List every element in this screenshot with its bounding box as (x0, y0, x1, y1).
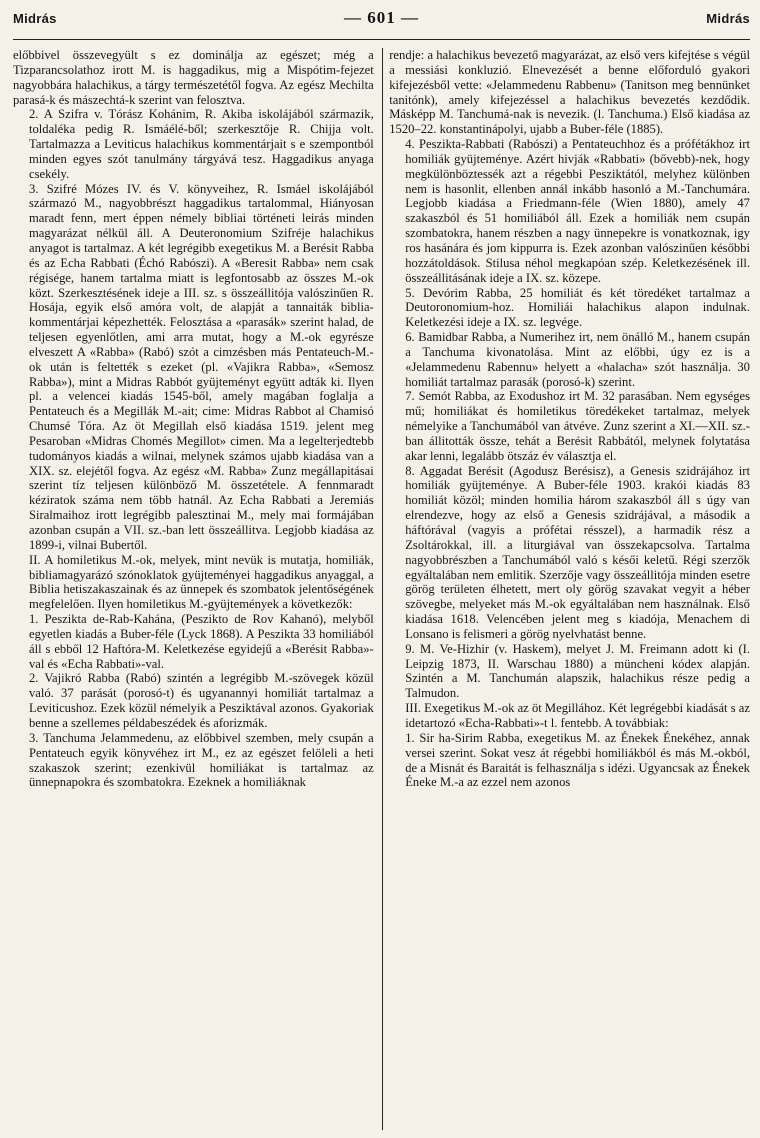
running-header (13, 8, 750, 38)
paragraph: előbbivel összevegyült s ez dominálja az egészet; még a Tizparancsolathoz irott M. is haggadikus, mig a Mispótim-fejezet nagyobbára halachikus, a tárgy természetétől fogva. Az egész Mechilta parasá-k és mászechtá-k szerint van felosztva. (13, 48, 374, 107)
paragraph: 5. Devórim Rabba, 25 homiliát és két töredéket tartalmaz a Deutoronomium-hoz. Homiliái halachikus alapon indulnak. Keletkezési ideje a IX. sz. legvége. (405, 285, 750, 330)
paragraph: 8. Aggadat Berésit (Agodusz Berésisz), a Genesis szidrájához irt homiliák gyüjteménye. A Buber-féle 1903. krakói kiadás 83 homiliát közöl; minden homilia három szakaszból áll s úgy van elrendezve, hogy az első a Genesis szidrájával, a második a háftórával (vagyis a prófétai résszel), a harmadik rész a Zsoltárokkal, ill. a liturgiával van összekapcsolva. Tartalma nagyobbrészben a Tanchumából való s késői keletű. Régi szerzők egyáltalában nem emlitik. Szerzője vagy összeállitója minden esetre görög területen élhetett, mert oly görög szavakat vegyit a héber szövegbe, melyeket más M.-ok egyáltalában nem használnak. Első kiadása 1618. Velencében jelent meg s kiadója, Menachem di Lonsano is felismeri a görög nyelvhatást benne. (405, 463, 750, 641)
paragraph: 3. Tanchuma Jelammedenu, az előbbivel szemben, mely csupán a Pentateuch egyik könyvéhez irt M., ez az egészet felöleli a heti szakaszok szerint; ezenkivül homiliákat is tartalmaz az ünnepnapokra és szombatokra. Ezeknek a homiliáknak (29, 730, 374, 790)
paragraph: II. A homiletikus M.-ok, melyek, mint nevük is mutatja, homiliák, bibliamagyarázó szónoklatok gyüjteményei haggadikus anyaggal, a Biblia hetiszakaszainak és az ünnepek és szombatok jelentőségének megfelelően. Ilyen homiletikus M.-gyüjtemények a következők: (29, 552, 374, 612)
header-right-title: Midrás (706, 11, 750, 26)
paragraph: 6. Bamidbar Rabba, a Numerihez irt, nem önálló M., hanem csupán a Tanchuma kivonatolása. Mint az előbbi, úgy ez is a «Jelammedenu Rabennu» helyett a «halacha» szót használja. 30 homiliát tartalmaz parasák (porosó-k) szerint. (405, 330, 750, 389)
paragraph: 7. Semót Rabba, az Exodushoz irt M. 32 parasában. Nem egységes mű; homiliákat és homiletikus töredékeket tartalmaz, melyek némelyike a Tanchumából van átvéve. Zunz szerint a XI.—XII. sz.-ban állitották össze, tehát a Berésit Rabbától, melynek folytatása akar lenni, legalább ötszáz év választja el. (405, 389, 750, 463)
paragraph: 4. Peszikta-Rabbati (Rabószi) a Pentateuchhoz és a prófétákhoz irt homiliák gyüjteménye. Azért hivják «Rabbati» (bővebb)-nek, hogy megkülönböztessék azt a régebbi Pesziktától, melyhez különben nem is hasonlit, ellenben annál inkább hasonló a M.-Tanchumára. Legjobb kiadása a Friedmann-féle (Wien 1880), amely 47 szakaszból és 51 homiliából áll. Ezek a homiliák nem csupán szombatokra, hanem részben a nagy ünnepekre is vonatkoznak, igy ros hasánára és jom kippurra is. Ezek azonban valószinűen későbbi hozzátoldások. Stilusa néhol megkapóan szép. Keletkezésének ill. összeállitásának ideje a IX. sz. közepe. (405, 137, 750, 285)
column-divider (382, 48, 383, 1130)
page-number: — 601 — (344, 8, 419, 27)
paragraph: 3. Szifré Mózes IV. és V. könyveihez, R. Ismáel iskolájából származó M., nagyobbrészt haggadikus tartalommal, Hiányosan maradt fenn, mert éppen némely bibliai történeti leirás minden magyarázat nélkül áll. A Deuteronomium Szifréje halachikus anyagot is tartalmaz. A két legrégibb exegetikus M. a Berésit Rabba és az Echa Rabbati (Échó Rabószi). A «Beresit Rabba» nem csak régisége, hanem tartalma miatt is legfontosabb az összes M.-ok közt. Szerkesztésének ideje a III. sz. s összeállitója valószinűen R. Hosája, egyik első amóra volt, de alapját a tannaiták biblia-kommentárjai képezhették. Felosztása a «parasák» szerint halad, de teljesen egyenlőtlen, ami arra mutat, hogy a M.-ok egyrésze elveszett A «Rabba» (Rabó) szót a cimzésben más Pentateuch-M.-ok után is feltették s ezeket (pl. «Vajikra Rabba», «Semosz Rabba»), mint a Midras Rabbót gyüjteményt együtt adták ki. Ilyen pl. a velencei kiadás 1545-ből, amely magában foglalja a Pentateuch és a Megillák M.-ait; cime: Midras Rabbot al Chamisó Chumsé Tóra. Az öt Megillah első kiadása 1519. jelent meg Pesaroban «Midras Chomés Megillot» cimen. Ma a legelterjedtebb tudományos kiadás a wilnai, melynek számos ujabb kiadása van a XIX. sz. elejétől fogva. Az egész «M. Rabba» Zunz megállapitásai szerint tíz teljesen különböző M. összetétele. A fennmaradt kéziratok száma nem több hatnál. Az Echa Rabbati a Jeremiás Siralmaihoz irott legrégibb palesztinai M., mely mai formájában azonban csupán a VII. sz.-ban lett összeállitva. Legjobb kiadása az 1899-i, vilnai Bubertől. (29, 181, 374, 552)
header-rule (13, 39, 750, 40)
paragraph: III. Exegetikus M.-ok az öt Megillához. Két legrégebbi kiadását s az idetartozó «Echa-Rabbati»-t l. fentebb. A továbbiak: (405, 701, 750, 730)
paragraph: 1. Peszikta de-Rab-Kahána, (Peszikto de Rov Kahanó), melyből egyetlen kiadás a Buber-féle (Lyck 1868). A Peszikta 33 homiliából áll s ebből 12 Haftóra-M. Keletkezése egyidejű a «Berésit Rabba»-val és «Echa Rabbati»-val. (29, 612, 374, 671)
paragraph: rendje: a halachikus bevezető magyarázat, az első vers kifejtése s végül a messiási konkluzió. Elnevezését a benne előforduló gyakori kifejezésből vette: «Jelammedenu Rabbenu» (Tanitson meg bennünket tanitónk), amely kifejezéssel a halachikus bevezetés kezdődik. Másképp M. Tanchumá-nak is nevezik. (l. Tanchuma.) Első kiadása az 1520–22. konstantinápolyi, ujabb a Buber-féle (1885). (389, 48, 750, 137)
paragraph: 2. A Szifra v. Tórász Kohánim, R. Akiba iskolájából származik, toldaléka pedig R. Ismáélé-ből; szerkesztője R. Chijja volt. Tartalmazza a Leviticus halachikus kommentárjait s e szempontból minden egyes szót tanulmány tárgyává tesz. Haggadikus anyaga csekély. (29, 107, 374, 181)
paragraph: 1. Sir ha-Sirim Rabba, exegetikus M. az Énekek Énekéhez, annak versei szerint. Sokat vesz át régebbi homiliákból és más M.-okból, de a Misnát és Baraitát is felhasználja s idézi. Ugyancsak az Énekek Éneke M.-a az ezzel nem azonos (405, 730, 750, 790)
header-left-title: Midrás (13, 11, 57, 26)
right-column (387, 48, 750, 1130)
left-column (13, 48, 378, 1130)
paragraph: 2. Vajikró Rabba (Rabó) szintén a legrégibb M.-szövegek közül való. 37 parását (porosó-t) és ugyanannyi homiliát tartalmaz a Leviticushoz. Ezek közül némelyik a Pesziktával azonos. Gyakoriak benne a szellemes példabeszédek és aforizmák. (29, 671, 374, 730)
text-columns (13, 48, 750, 1130)
paragraph: 9. M. Ve-Hizhir (v. Haskem), melyet J. M. Freimann adott ki (I. Leipzig 1873, II. Warschau 1880) a müncheni kódex alapján. Szintén a M. Tanchumán alapszik, halachikus része pedig a Talmudon. (405, 641, 750, 701)
